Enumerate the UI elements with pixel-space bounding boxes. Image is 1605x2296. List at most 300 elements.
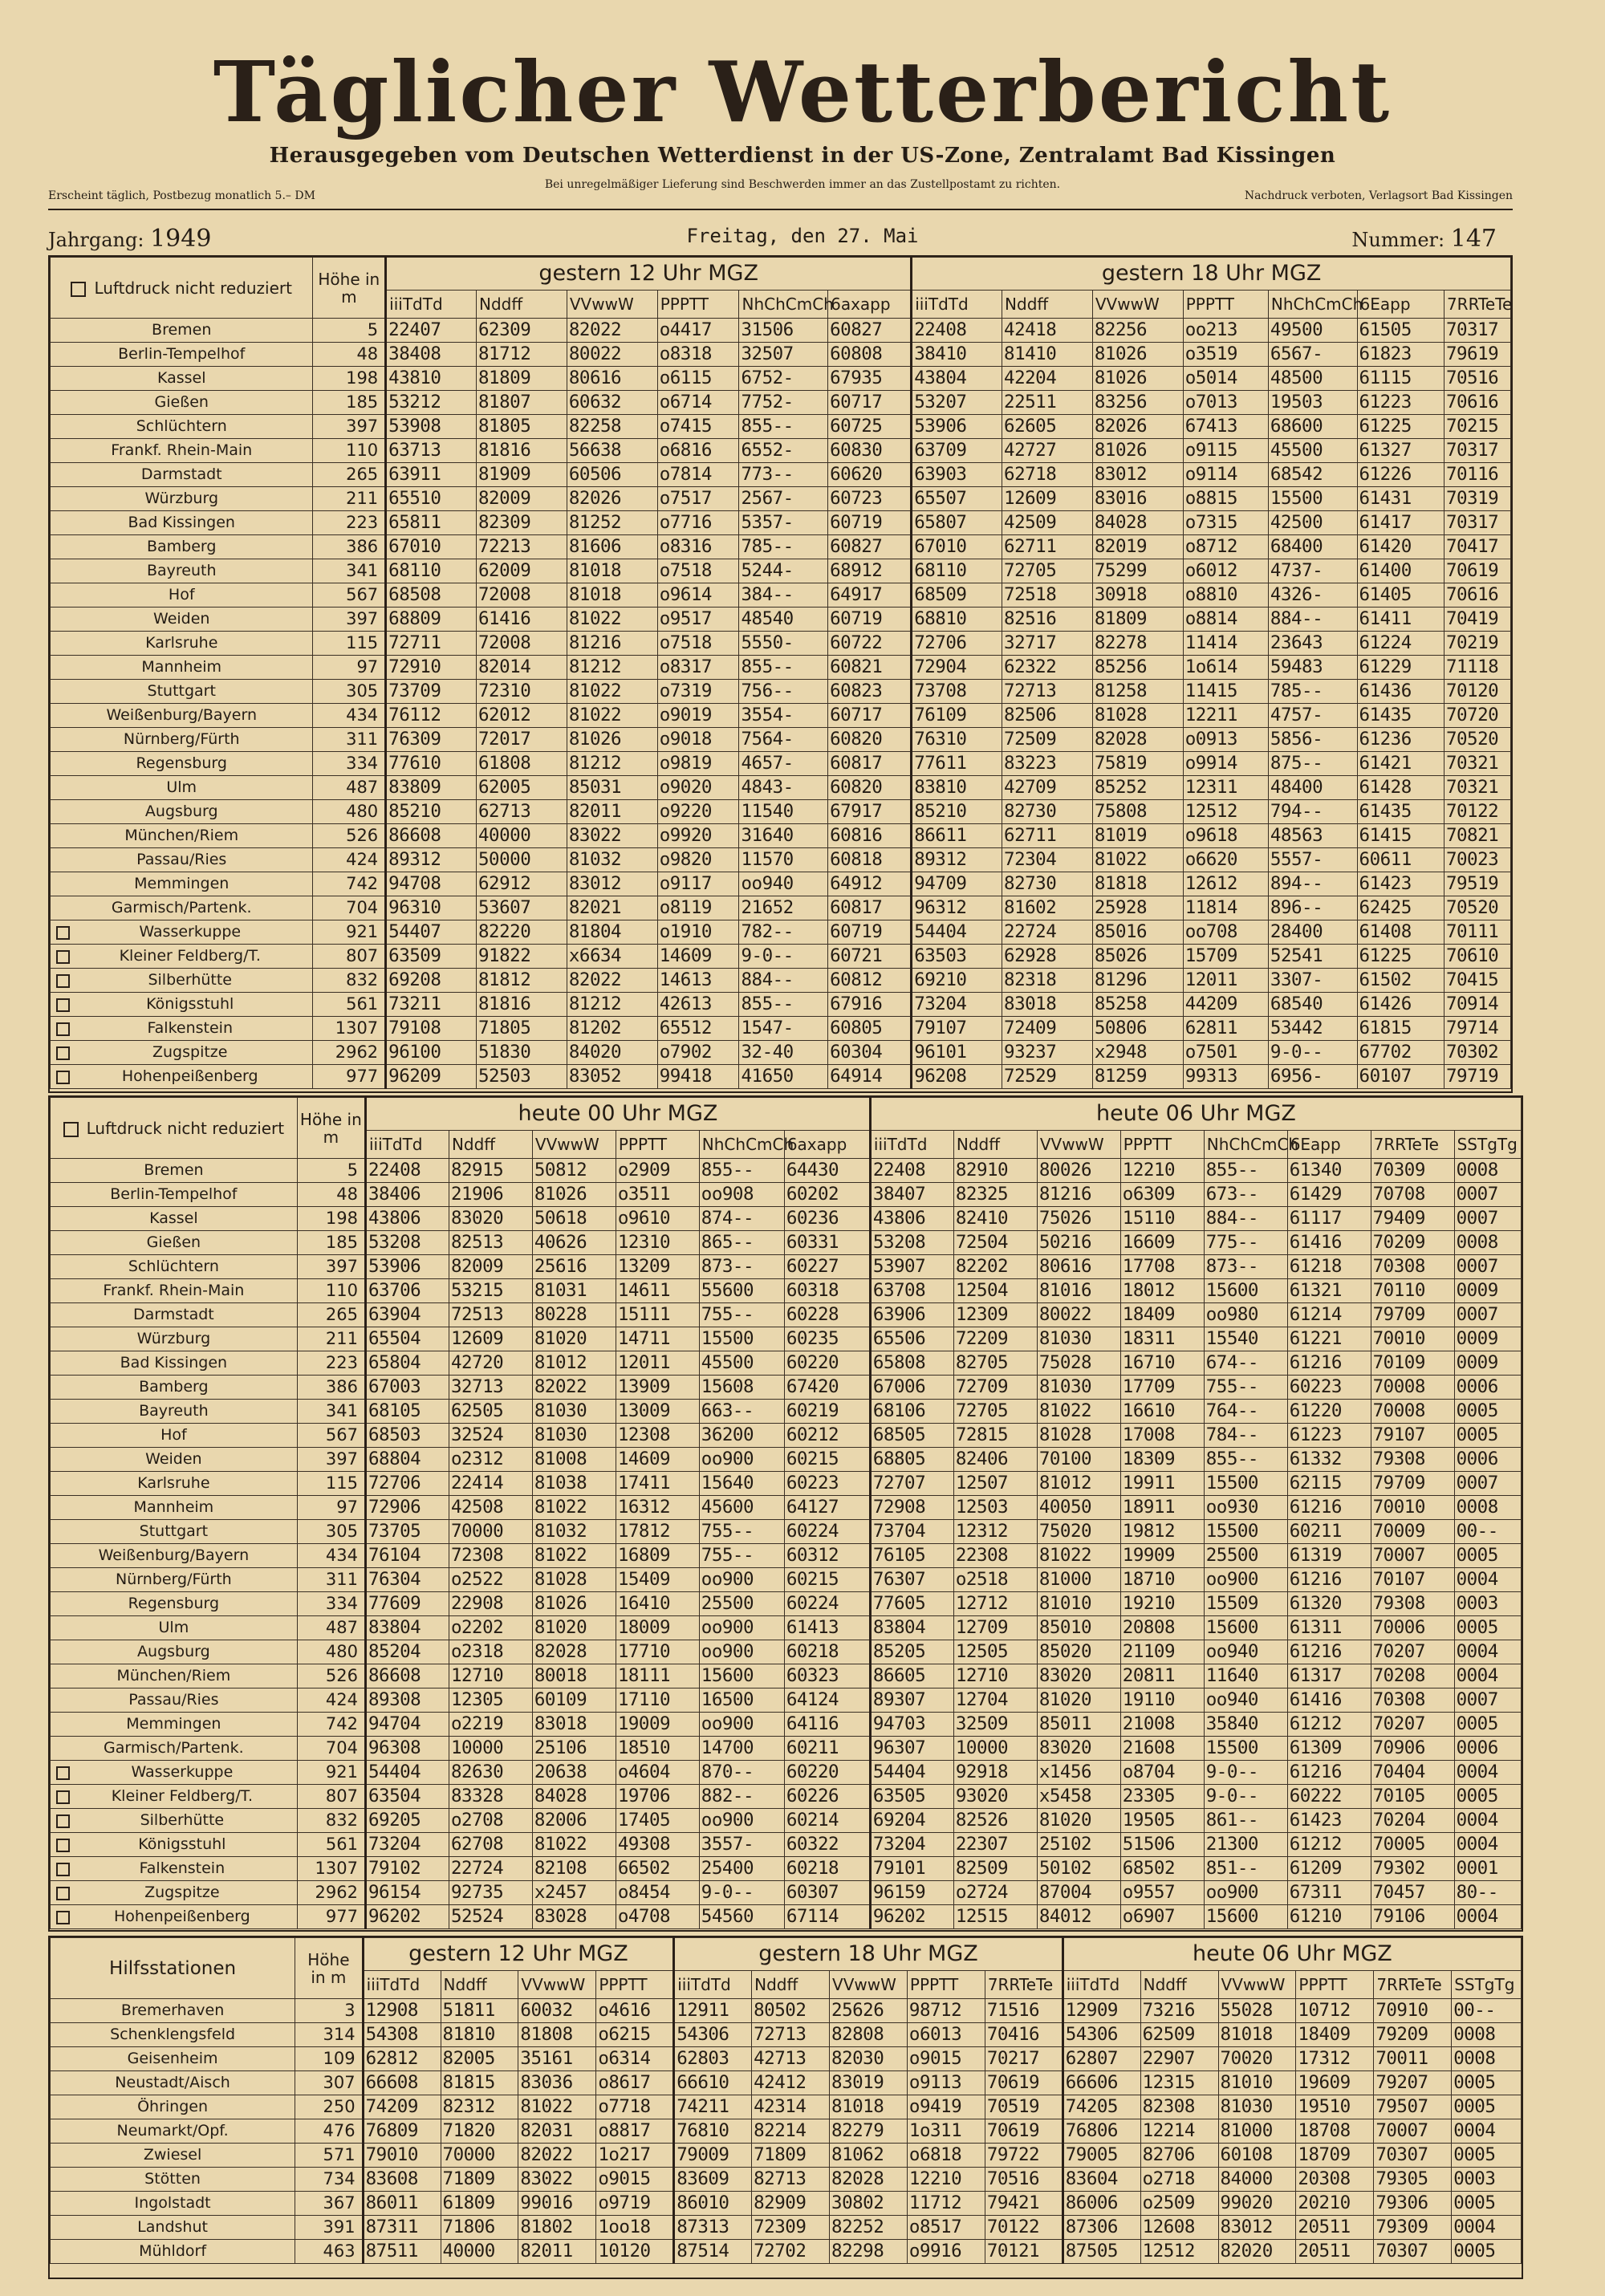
station-height: 115 xyxy=(297,1472,365,1496)
obs-value: 19812 xyxy=(1120,1520,1204,1544)
table-row xyxy=(51,2216,1522,2240)
obs-value: 12710 xyxy=(449,1664,532,1688)
obs-value: 12710 xyxy=(953,1664,1037,1688)
obs-value: 0001 xyxy=(1454,1857,1521,1881)
obs-value: 60331 xyxy=(784,1231,870,1255)
obs-value: 72513 xyxy=(449,1303,532,1327)
obs-value: 61218 xyxy=(1287,1255,1371,1279)
obs-value: 16312 xyxy=(616,1496,699,1520)
station-label: Bamberg xyxy=(139,1378,209,1396)
obs-value: 18409 xyxy=(1296,2023,1374,2047)
obs-value: 62309 xyxy=(477,319,567,343)
station-height: 977 xyxy=(313,1065,386,1089)
obs-value: 96159 xyxy=(870,1881,953,1905)
obs-value: 785-- xyxy=(739,535,828,559)
obs-value: 80026 xyxy=(1037,1159,1120,1183)
obs-value: 32507 xyxy=(739,343,828,367)
obs-value: 54560 xyxy=(699,1905,784,1929)
obs-value: o8454 xyxy=(616,1881,699,1905)
obs-value: 83804 xyxy=(870,1616,953,1640)
obs-value: 17710 xyxy=(616,1640,699,1664)
obs-value: 17008 xyxy=(1120,1424,1204,1448)
station-label: Bad Kissingen xyxy=(120,1354,228,1372)
obs-value: 12504 xyxy=(953,1279,1037,1303)
obs-value: 81030 xyxy=(1037,1376,1120,1400)
obs-value: oo900 xyxy=(699,1448,784,1472)
obs-value: 82406 xyxy=(953,1448,1037,1472)
obs-value: 63911 xyxy=(386,463,477,487)
column-code: VVwwW xyxy=(1092,291,1183,319)
station-height: 305 xyxy=(313,680,386,704)
obs-value: 81816 xyxy=(477,993,567,1017)
obs-value: 79305 xyxy=(1374,2168,1452,2192)
station-name xyxy=(51,559,313,583)
station-name xyxy=(51,632,313,656)
obs-value: o7013 xyxy=(1183,391,1268,415)
obs-value: 66608 xyxy=(363,2071,441,2095)
obs-value: 60109 xyxy=(532,1688,616,1713)
obs-value: 61400 xyxy=(1357,559,1444,583)
obs-value: 42204 xyxy=(1002,367,1093,391)
table-row xyxy=(51,1544,1522,1568)
obs-value: 0004 xyxy=(1454,1905,1521,1929)
obs-value: 13009 xyxy=(616,1400,699,1424)
obs-value: 85020 xyxy=(1037,1640,1120,1664)
obs-value: 18911 xyxy=(1120,1496,1204,1520)
obs-value: 72409 xyxy=(1002,1017,1093,1041)
obs-value: 81805 xyxy=(477,415,567,439)
obs-value: 773-- xyxy=(739,463,828,487)
obs-value: o7315 xyxy=(1183,511,1268,535)
obs-value: 74211 xyxy=(674,2095,752,2119)
obs-value: 62803 xyxy=(674,2047,752,2071)
station-label: München/Riem xyxy=(116,1667,231,1684)
obs-value: 94704 xyxy=(365,1713,449,1737)
obs-value: o9018 xyxy=(657,728,739,752)
station-label: Schenklengsfeld xyxy=(110,2026,236,2043)
obs-value: 60318 xyxy=(784,1279,870,1303)
table-row xyxy=(51,1592,1522,1616)
obs-value: 61416 xyxy=(477,608,567,632)
obs-value: 83256 xyxy=(1092,391,1183,415)
obs-value: 96307 xyxy=(870,1737,953,1761)
obs-value: 70516 xyxy=(1444,367,1510,391)
obs-value: 5357- xyxy=(739,511,828,535)
station-height: 109 xyxy=(295,2047,364,2071)
obs-value: 81019 xyxy=(1092,824,1183,848)
table-row xyxy=(51,680,1511,704)
obs-value: 70520 xyxy=(1444,728,1510,752)
station-height: 305 xyxy=(297,1520,365,1544)
obs-value: 60820 xyxy=(828,728,912,752)
obs-value: 60812 xyxy=(828,969,912,993)
table-row xyxy=(51,1231,1522,1255)
obs-value: oo213 xyxy=(1183,319,1268,343)
table-row xyxy=(51,1376,1522,1400)
station-height: 807 xyxy=(313,945,386,969)
station-name xyxy=(51,1448,298,1472)
obs-value: o8517 xyxy=(907,2216,985,2240)
station-name xyxy=(51,969,313,993)
station-height: 480 xyxy=(313,800,386,824)
obs-value: 70116 xyxy=(1444,463,1510,487)
station-label: Bremen xyxy=(152,321,212,339)
obs-value: oo708 xyxy=(1183,920,1268,945)
table-row xyxy=(51,1520,1522,1544)
column-code: iiiTdTd xyxy=(386,291,477,319)
obs-value: 84000 xyxy=(1218,2168,1296,2192)
obs-value: 21300 xyxy=(1204,1833,1287,1857)
obs-value: 851-- xyxy=(1204,1857,1287,1881)
obs-value: 61216 xyxy=(1287,1640,1371,1664)
obs-value: 82011 xyxy=(518,2240,596,2264)
station-name xyxy=(51,1857,298,1881)
obs-value: 82021 xyxy=(567,896,657,920)
obs-value: 96209 xyxy=(386,1065,477,1089)
station-name xyxy=(51,1713,298,1737)
obs-value: 83016 xyxy=(1092,487,1183,511)
obs-value: 12612 xyxy=(1183,872,1268,896)
corner-label xyxy=(51,258,313,319)
obs-value: 68804 xyxy=(365,1448,449,1472)
obs-value: 50812 xyxy=(532,1159,616,1183)
obs-value: 1o614 xyxy=(1183,656,1268,680)
obs-value: 6567- xyxy=(1268,343,1357,367)
obs-value: 63904 xyxy=(365,1303,449,1327)
obs-value: 42727 xyxy=(1002,439,1093,463)
obs-value: 72017 xyxy=(477,728,567,752)
obs-value: 60821 xyxy=(828,656,912,680)
obs-value: 68106 xyxy=(870,1400,953,1424)
obs-value: 79101 xyxy=(870,1857,953,1881)
obs-value: 61435 xyxy=(1357,800,1444,824)
station-height: 391 xyxy=(295,2216,364,2240)
obs-value: 82256 xyxy=(1092,319,1183,343)
obs-value: 70008 xyxy=(1371,1400,1454,1424)
table-row xyxy=(51,872,1511,896)
station-name xyxy=(51,2047,295,2071)
obs-value: 61229 xyxy=(1357,656,1444,680)
publisher-line: Herausgegeben vom Deutschen Wetterdienst in der US-Zone, Zentralamt Bad Kissingen xyxy=(269,144,1336,168)
obs-value: 68509 xyxy=(912,583,1002,608)
obs-value: 30802 xyxy=(830,2192,908,2216)
obs-value: 0008 xyxy=(1454,1231,1521,1255)
obs-value: 7752- xyxy=(739,391,828,415)
column-code: SSTgTg xyxy=(1454,1131,1521,1159)
obs-value: 81026 xyxy=(1092,367,1183,391)
obs-value: o2724 xyxy=(953,1881,1037,1905)
station-height: 185 xyxy=(297,1231,365,1255)
obs-value: 82309 xyxy=(477,511,567,535)
obs-value: 673-- xyxy=(1204,1183,1287,1207)
obs-value: 64430 xyxy=(784,1159,870,1183)
column-code: Nddff xyxy=(953,1131,1037,1159)
obs-value: 755-- xyxy=(699,1520,784,1544)
obs-value: 60214 xyxy=(784,1809,870,1833)
obs-value: 72705 xyxy=(1002,559,1093,583)
station-name xyxy=(51,2119,295,2144)
station-height: 97 xyxy=(297,1496,365,1520)
obs-value: 22308 xyxy=(953,1544,1037,1568)
obs-value: 70020 xyxy=(1218,2047,1296,2071)
obs-value: 76809 xyxy=(363,2119,441,2144)
station-name xyxy=(51,343,313,367)
obs-value: 61435 xyxy=(1357,704,1444,728)
obs-value: 12309 xyxy=(953,1303,1037,1327)
station-label: Stötten xyxy=(144,2170,201,2188)
station-height: 386 xyxy=(297,1376,365,1400)
obs-value: 62928 xyxy=(1002,945,1093,969)
obs-value: 68540 xyxy=(1268,993,1357,1017)
obs-value: 54308 xyxy=(363,2023,441,2047)
obs-value: 81028 xyxy=(1092,704,1183,728)
obs-value: 15540 xyxy=(1204,1327,1287,1351)
obs-value: 70616 xyxy=(1444,391,1510,415)
table-row xyxy=(51,1688,1522,1713)
obs-value: 12210 xyxy=(907,2168,985,2192)
obs-value: 0005 xyxy=(1454,1424,1521,1448)
table-row xyxy=(51,2240,1522,2264)
obs-value: 61115 xyxy=(1357,367,1444,391)
obs-value: 51830 xyxy=(477,1041,567,1065)
obs-value: 54306 xyxy=(674,2023,752,2047)
obs-value: 75020 xyxy=(1037,1520,1120,1544)
obs-value: o6013 xyxy=(907,2023,985,2047)
obs-value: 62912 xyxy=(477,872,567,896)
obs-value: 60823 xyxy=(828,680,912,704)
obs-value: 74209 xyxy=(363,2095,441,2119)
obs-value: 674-- xyxy=(1204,1351,1287,1376)
obs-value: 66606 xyxy=(1063,2071,1140,2095)
obs-value: oo908 xyxy=(699,1183,784,1207)
obs-value: 83052 xyxy=(567,1065,657,1089)
obs-value: o6314 xyxy=(596,2047,674,2071)
station-name xyxy=(51,872,313,896)
obs-value: 81010 xyxy=(1218,2071,1296,2095)
obs-value: 81012 xyxy=(1037,1472,1120,1496)
obs-value: 7564- xyxy=(739,728,828,752)
obs-value: 60220 xyxy=(784,1351,870,1376)
obs-value: oo900 xyxy=(699,1616,784,1640)
obs-value: 17405 xyxy=(616,1809,699,1833)
obs-value: 82014 xyxy=(477,656,567,680)
obs-value: 13209 xyxy=(616,1255,699,1279)
obs-value: 96202 xyxy=(365,1905,449,1929)
obs-value: o9220 xyxy=(657,800,739,824)
station-label: Karlsruhe xyxy=(145,634,218,652)
obs-value: 72308 xyxy=(449,1544,532,1568)
obs-value: 12908 xyxy=(363,1999,441,2023)
obs-value: 11814 xyxy=(1183,896,1268,920)
obs-value: 755-- xyxy=(699,1544,784,1568)
obs-value: 62711 xyxy=(1002,824,1093,848)
obs-value: 60212 xyxy=(784,1424,870,1448)
obs-value: 32509 xyxy=(953,1713,1037,1737)
obs-value: x6634 xyxy=(567,945,657,969)
column-code: Nddff xyxy=(1140,1971,1218,1999)
obs-value: 31506 xyxy=(739,319,828,343)
obs-value: 65504 xyxy=(365,1327,449,1351)
obs-value: 70005 xyxy=(1371,1833,1454,1857)
obs-value: 40626 xyxy=(532,1231,616,1255)
obs-value: 14700 xyxy=(699,1737,784,1761)
obs-value: 72904 xyxy=(912,656,1002,680)
obs-value: 82026 xyxy=(1092,415,1183,439)
obs-value: 70417 xyxy=(1444,535,1510,559)
obs-value: 79005 xyxy=(1063,2144,1140,2168)
obs-value: 82009 xyxy=(477,487,567,511)
obs-value: 10120 xyxy=(596,2240,674,2264)
station-label: Weiden xyxy=(145,1450,202,1468)
obs-value: 65506 xyxy=(870,1327,953,1351)
obs-value: 70011 xyxy=(1374,2047,1452,2071)
table-row xyxy=(51,1568,1522,1592)
station-name xyxy=(51,2023,295,2047)
obs-value: 65807 xyxy=(912,511,1002,535)
station-name xyxy=(51,608,313,632)
table-row xyxy=(51,2071,1522,2095)
obs-value: 81026 xyxy=(532,1183,616,1207)
obs-value: 62605 xyxy=(1002,415,1093,439)
obs-value: 60223 xyxy=(784,1472,870,1496)
station-height: 1307 xyxy=(297,1857,365,1881)
column-code: PPPTT xyxy=(616,1131,699,1159)
obs-value: 85016 xyxy=(1092,920,1183,945)
obs-value: 70321 xyxy=(1444,776,1510,800)
obs-value: 82028 xyxy=(830,2168,908,2192)
column-code: PPPTT xyxy=(596,1971,674,1999)
obs-value: 0007 xyxy=(1454,1472,1521,1496)
table-row xyxy=(51,2023,1522,2047)
station-name xyxy=(51,824,313,848)
station-height: 463 xyxy=(295,2240,364,2264)
station-label: Zugspitze xyxy=(144,1884,220,1901)
obs-value: o9916 xyxy=(907,2240,985,2264)
station-name xyxy=(51,367,313,391)
obs-value: 70619 xyxy=(985,2071,1063,2095)
obs-value: 89308 xyxy=(365,1688,449,1713)
obs-value: 53208 xyxy=(870,1231,953,1255)
obs-value: 22408 xyxy=(365,1159,449,1183)
table-row xyxy=(51,1833,1522,1857)
table-row xyxy=(51,343,1511,367)
obs-value: oo900 xyxy=(699,1640,784,1664)
obs-value: 60228 xyxy=(784,1303,870,1327)
station-label: Garmisch/Partenk. xyxy=(104,1739,244,1757)
obs-value: 81022 xyxy=(532,1496,616,1520)
obs-value: o6620 xyxy=(1183,848,1268,872)
station-label: Bayreuth xyxy=(146,562,217,579)
obs-value: 70009 xyxy=(1371,1520,1454,1544)
obs-value: 5557- xyxy=(1268,848,1357,872)
obs-value: 68110 xyxy=(912,559,1002,583)
obs-value: 50000 xyxy=(477,848,567,872)
obs-value: 22908 xyxy=(449,1592,532,1616)
table-row xyxy=(51,1041,1511,1065)
obs-value: 61431 xyxy=(1357,487,1444,511)
table-row xyxy=(51,1351,1522,1376)
obs-value: 53906 xyxy=(912,415,1002,439)
column-code: 7RRTeTe xyxy=(985,1971,1063,1999)
obs-value: 0009 xyxy=(1454,1279,1521,1303)
obs-value: o6714 xyxy=(657,391,739,415)
obs-value: 62713 xyxy=(477,800,567,824)
group-title: heute 06 Uhr MGZ xyxy=(1063,1938,1521,1971)
obs-value: 82910 xyxy=(953,1159,1037,1183)
station-name xyxy=(51,1568,298,1592)
obs-value: 61223 xyxy=(1357,391,1444,415)
obs-value: o9020 xyxy=(657,776,739,800)
obs-value: 81202 xyxy=(567,1017,657,1041)
station-height: 397 xyxy=(297,1448,365,1472)
table-row xyxy=(51,1664,1522,1688)
obs-value: 83022 xyxy=(567,824,657,848)
obs-value: 782-- xyxy=(739,920,828,945)
obs-value: 63708 xyxy=(870,1279,953,1303)
obs-value: 49500 xyxy=(1268,319,1357,343)
obs-value: 67413 xyxy=(1183,415,1268,439)
obs-value: 22414 xyxy=(449,1472,532,1496)
obs-value: o9019 xyxy=(657,704,739,728)
obs-value: 82279 xyxy=(830,2119,908,2144)
station-height: 185 xyxy=(313,391,386,415)
obs-value: 0009 xyxy=(1454,1327,1521,1351)
obs-value: 81252 xyxy=(567,511,657,535)
obs-value: 70111 xyxy=(1444,920,1510,945)
column-code: 6Eapp xyxy=(1287,1131,1371,1159)
obs-value: o8119 xyxy=(657,896,739,920)
station-height: 386 xyxy=(313,535,386,559)
station-height: 250 xyxy=(295,2095,364,2119)
obs-value: 61436 xyxy=(1357,680,1444,704)
obs-value: 71820 xyxy=(441,2119,518,2144)
obs-value: 53212 xyxy=(386,391,477,415)
corner-label xyxy=(51,1938,295,1999)
obs-value: o9557 xyxy=(1120,1881,1204,1905)
obs-value: 86608 xyxy=(365,1664,449,1688)
obs-value: 70023 xyxy=(1444,848,1510,872)
obs-value: 5550- xyxy=(739,632,828,656)
obs-value: 62115 xyxy=(1287,1472,1371,1496)
obs-value: x2948 xyxy=(1092,1041,1183,1065)
obs-value: 62811 xyxy=(1183,1017,1268,1041)
table-block-auxiliary xyxy=(48,1936,1523,2279)
table-row xyxy=(51,776,1511,800)
obs-value: 82909 xyxy=(752,2192,830,2216)
obs-value: o7716 xyxy=(657,511,739,535)
obs-value: 12311 xyxy=(1183,776,1268,800)
station-name xyxy=(51,2144,295,2168)
obs-value: 61309 xyxy=(1287,1737,1371,1761)
obs-value: 60808 xyxy=(828,343,912,367)
station-label: Ulm xyxy=(158,1619,189,1636)
station-name xyxy=(51,1520,298,1544)
issue-number xyxy=(1351,225,1497,253)
obs-value: 61225 xyxy=(1357,945,1444,969)
obs-value: 60215 xyxy=(784,1448,870,1472)
obs-value: 18311 xyxy=(1120,1327,1204,1351)
table-row xyxy=(51,1327,1522,1351)
station-name xyxy=(51,583,313,608)
checkbox-icon xyxy=(56,1022,70,1036)
station-label: Gießen xyxy=(146,1233,201,1251)
obs-value: 70307 xyxy=(1374,2144,1452,2168)
table-row xyxy=(51,1255,1522,1279)
volume-value: 1949 xyxy=(150,225,212,253)
obs-value: 62509 xyxy=(1140,2023,1218,2047)
obs-value: 61216 xyxy=(1287,1761,1371,1785)
obs-value: 82006 xyxy=(532,1809,616,1833)
